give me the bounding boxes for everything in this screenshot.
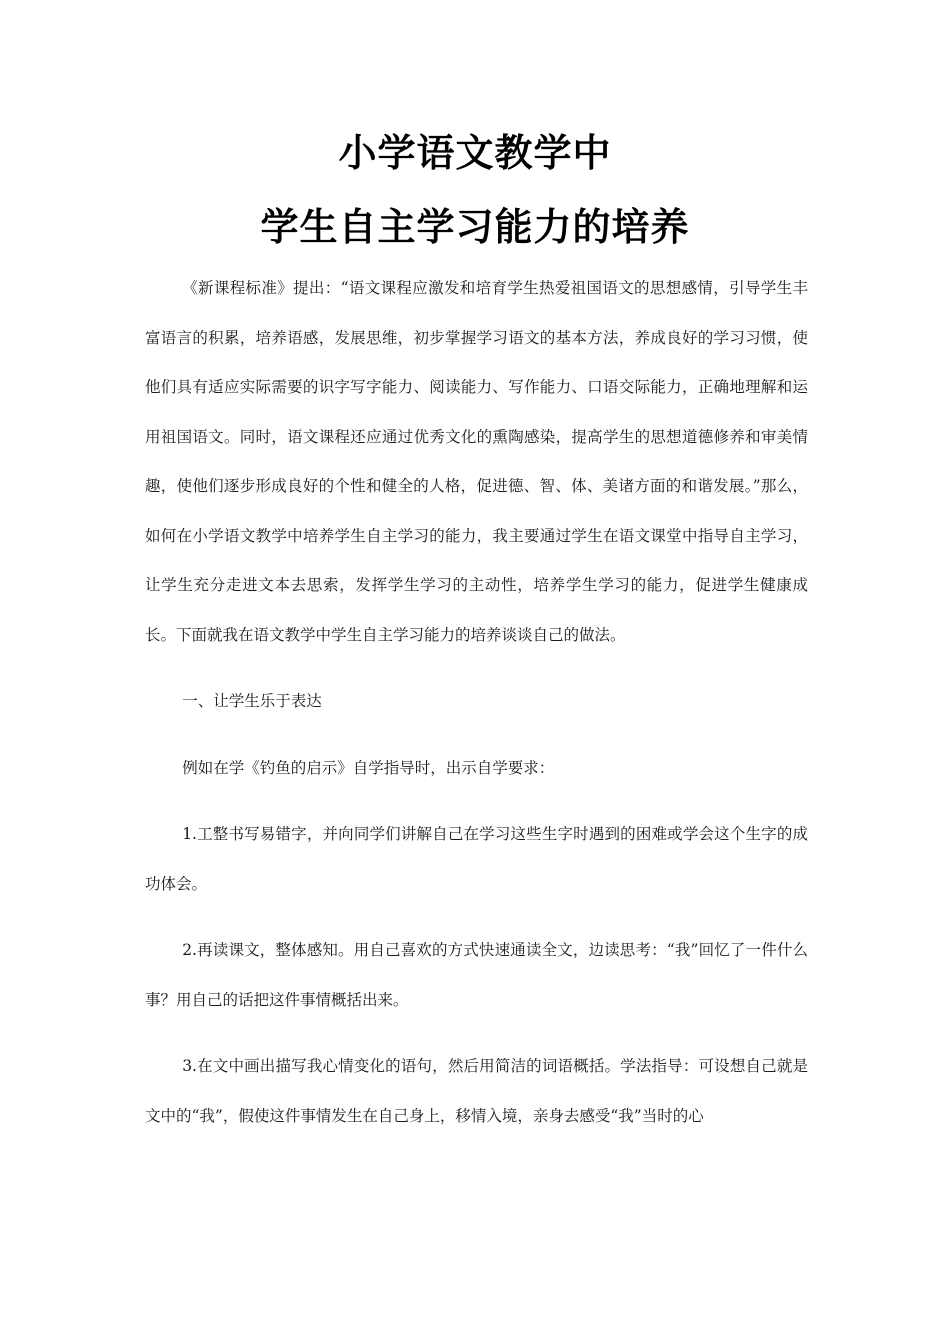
document-body (145, 264, 808, 1141)
paragraph-gap (145, 727, 808, 744)
paragraph-gap (145, 1025, 808, 1042)
paragraph-example: 例如在学《钓鱼的启示》自学指导时，出示自学要求： (182, 758, 555, 777)
list-item-2: 2.再读课文，整体感知。用自己喜欢的方式快速通读全文，边读思考：“我”回忆了一件什么事？用自己的话把这件事情概括出来。 (145, 941, 808, 1009)
list-item-3: 3.在文中画出描写我心情变化的语句，然后用简洁的词语概括。学法指导：可设想自己就是文中的“我”，假使这件事情发生在自己身上，移情入境，亲身去感受“我”当时的心 (145, 1057, 808, 1125)
title-line-2: 学生自主学习能力的培养 (260, 205, 690, 249)
title-line-1: 小学语文教学中 (338, 131, 612, 175)
paragraph-intro: 《新课程标准》提出：“语文课程应激发和培育学生热爱祖国语文的思想感情，引导学生丰富语言的积累，培养语感，发展思维，初步掌握学习语文的基本方法，养成良好的学习习惯，使他们具有适应实际需要的识字写字能力、阅读能力、写作能力、口语交际能力，正确地理解和运用祖国语文。同时，语文课程还应通过优秀文化的熏陶感染，提高学生的思想道德修养和审美情趣，使他们逐步形成良好的个性和健全的人格，促进德、智、体、美诸方面的和谐发展。”那么，如何在小学语文教学中培养学生自主学习的能力，我主要通过学生在语文课堂中指导自主学习，让学生充分走进文本去思索，发挥学生学习的主动性，培养学生学习的能力，促进学生健康成长。下面就我在语文教学中学生自主学习能力的培养谈谈自己的做法。 (145, 279, 808, 644)
list-item-1: 1.工整书写易错字，并向同学们讲解自己在学习这些生字时遇到的困难或学会这个生字的成功体会。 (145, 825, 808, 893)
paragraph-gap (145, 660, 808, 677)
document-title (0, 122, 950, 258)
paragraph-gap (145, 793, 808, 810)
section-heading-1: 一、让学生乐于表达 (182, 692, 322, 710)
paragraph-gap (145, 909, 808, 926)
